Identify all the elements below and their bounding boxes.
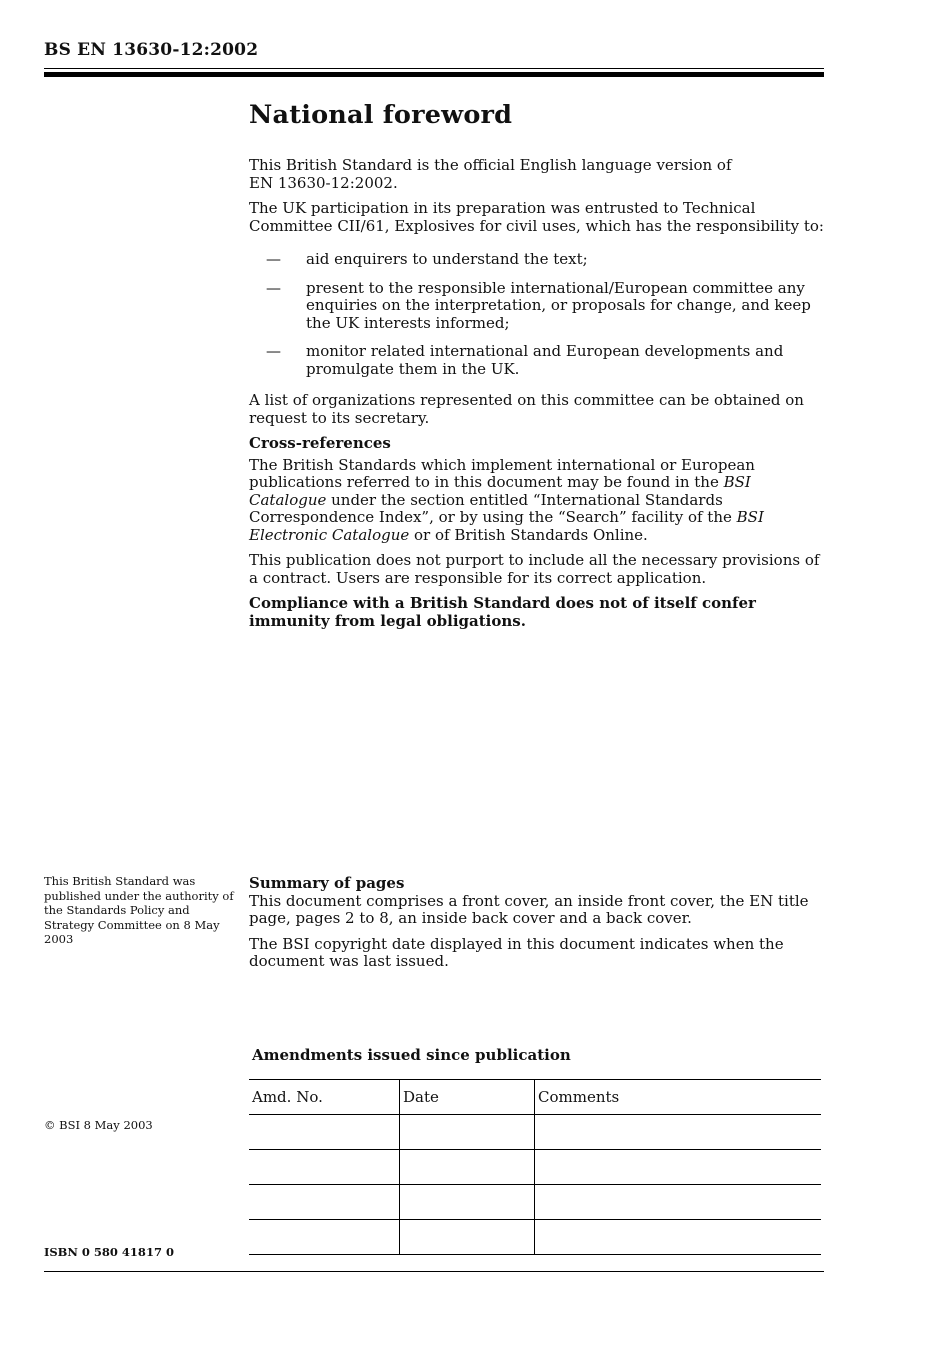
- participation-paragraph: The UK participation in its preparation was entrusted to Technical Committee CII/61, Explosives for civil uses, which has the responsibility to:: [249, 199, 824, 235]
- bsi-catalogue-ref: BSI Catalogue: [249, 473, 751, 509]
- bsi-electronic-catalogue-ref: BSI Electronic Catalogue: [249, 508, 764, 544]
- table-cell: [249, 1185, 400, 1220]
- isbn: ISBN 0 580 41817 0: [44, 1245, 174, 1259]
- list-dash: —: [266, 342, 281, 360]
- provisions-paragraph: This publication does not purport to include all the necessary provisions of a contract. Users are responsible for its correct application.: [249, 551, 820, 587]
- summary-heading: Summary of pages: [249, 874, 405, 892]
- intro-line-1: This British Standard is the official English language version of: [249, 156, 732, 174]
- amendments-table: [249, 1079, 821, 1255]
- table-cell: [400, 1115, 535, 1150]
- footer-rule: [44, 1271, 824, 1272]
- header-rule-thin: [44, 68, 824, 69]
- crossref-text-3: or of British Standards Online.: [409, 525, 648, 544]
- list-item-text: aid enquirers to understand the text;: [306, 250, 588, 268]
- foreword-body: [249, 157, 824, 638]
- publication-note: This British Standard was published under the authority of the Standards Policy and Strategy Committee on 8 May 2003: [44, 874, 234, 946]
- table-cell: [535, 1115, 822, 1150]
- list-item-text: monitor related international and European developments and promulgate them in the UK.: [306, 342, 784, 378]
- summary-section: [249, 875, 824, 979]
- organizations-paragraph: A list of organizations represented on this committee can be obtained on request to its secretary.: [249, 391, 804, 427]
- table-cell: [249, 1115, 400, 1150]
- list-item: [249, 343, 824, 378]
- table-row: [249, 1115, 821, 1150]
- table-row: [249, 1185, 821, 1220]
- crossref-text-1: The British Standards which implement international or European publications referred to in this document may be found in the: [249, 455, 755, 491]
- column-header-comments: Comments: [535, 1080, 822, 1115]
- crossref-paragraph: [249, 457, 824, 545]
- copyright-notice: © BSI 8 May 2003: [44, 1118, 153, 1132]
- document-id: BS EN 13630-12:2002: [44, 40, 259, 60]
- copyright-date-note: The BSI copyright date displayed in this document indicates when the document was last issued.: [249, 934, 784, 970]
- amendments-title: Amendments issued since publication: [252, 1046, 571, 1064]
- table-cell: [400, 1220, 535, 1255]
- table-cell: [535, 1150, 822, 1185]
- table-cell: [249, 1220, 400, 1255]
- table-cell: [400, 1150, 535, 1185]
- list-dash: —: [266, 278, 281, 297]
- intro-line-2: EN 13630-12:2002.: [249, 173, 398, 192]
- table-row: [249, 1150, 821, 1185]
- header-rule-thick: [44, 72, 824, 77]
- table-cell: [249, 1150, 400, 1185]
- list-item: [249, 280, 824, 333]
- list-item: [249, 251, 824, 269]
- table-cell: [400, 1185, 535, 1220]
- responsibility-list: [249, 251, 824, 378]
- crossref-heading: Cross-references: [249, 434, 391, 452]
- crossref-text-2: under the section entitled “International Standards Correspondence Index”, or by using the “Search” facility of the: [249, 490, 737, 526]
- table-cell: [535, 1220, 822, 1255]
- intro-paragraph: [249, 157, 824, 192]
- table-cell: [535, 1185, 822, 1220]
- list-dash: —: [266, 250, 281, 268]
- page-title: National foreword: [249, 100, 513, 130]
- column-header-date: Date: [400, 1080, 535, 1115]
- summary-text: This document comprises a front cover, an inside front cover, the EN title page, pages 2 to 8, an inside back cover and a back cover.: [249, 891, 809, 927]
- table-header-row: [249, 1080, 821, 1115]
- list-item-text: present to the responsible international/European committee any enquiries on the interpretation, or proposals for change, and keep the UK interests informed;: [306, 278, 811, 332]
- column-header-amd-no: Amd. No.: [249, 1080, 400, 1115]
- compliance-statement: Compliance with a British Standard does not of itself confer immunity from legal obligations.: [249, 594, 756, 630]
- table-row: [249, 1220, 821, 1255]
